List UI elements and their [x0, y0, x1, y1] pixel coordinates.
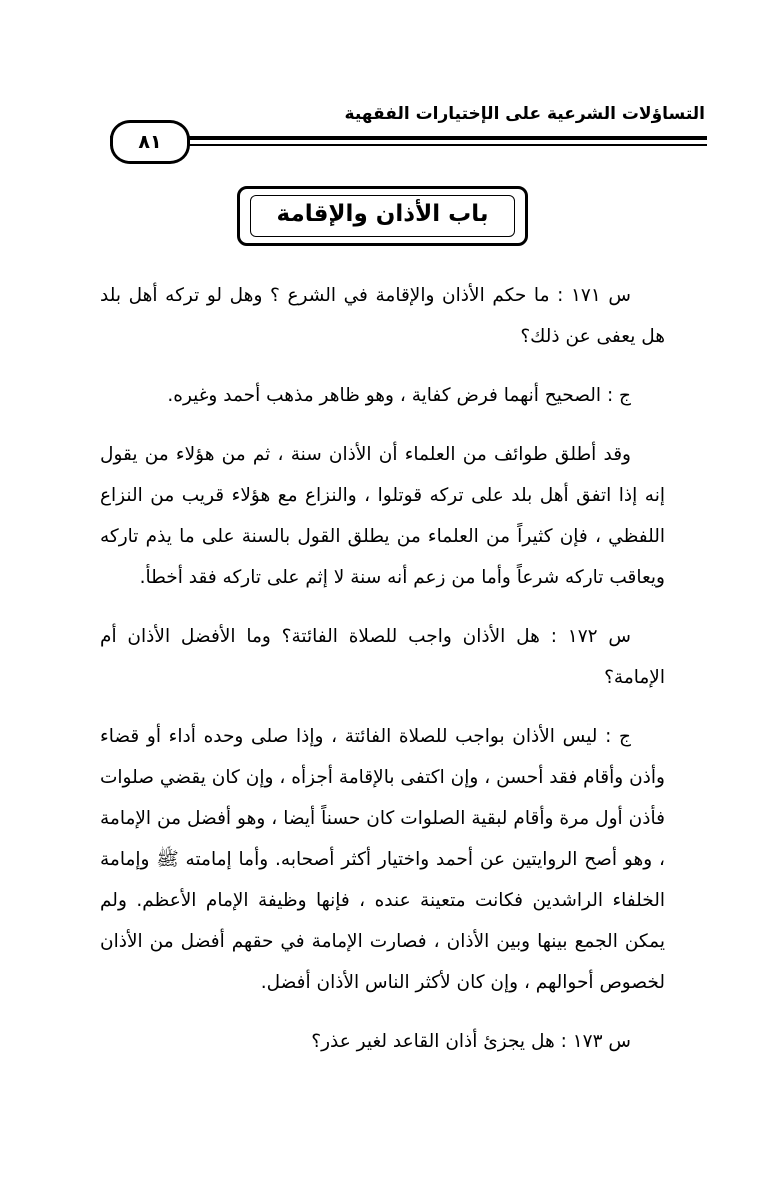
- chapter-title-container: [0, 186, 765, 246]
- running-head-title: التساؤلات الشرعية على الإختيارات الفقهية: [344, 104, 705, 124]
- chapter-title-inner-frame: [250, 195, 516, 237]
- paragraph-answer-171: ج : الصحيح أنهما فرض كفاية ، وهو ظاهر مذهب أحمد وغيره.: [167, 385, 631, 406]
- body-text-column: [100, 275, 665, 1062]
- page-number: ٨١: [138, 130, 162, 153]
- page-number-badge: [110, 120, 190, 164]
- paragraph-answer-172: ج : ليس الأذان بواجب للصلاة الفائتة ، وإذا صلى وحده أداء أو قضاء وأذن وأقام فقد أحسن ، وإن اكتفى بالإقامة أجزأه ، وإن كان يقضي صلوات فأذن أول مرة وأقام لبقية الصلوات كان حسناً أيضا ، وهو أفضل من الإمامة ، وهو أصح الروايتين عن أحمد واختيار أكثر أصحابه. وأما إمامته ﷺ وإمامة الخلفاء الراشدين فكانت متعينة عنده ، فإنها وظيفة الإمام الأعظم. ولم يمكن الجمع بينها وبين الأذان ، فصارت الإمامة في حقهم أفضل من الأذان لخصوص أحوالهم ، وإن كان لأكثر الناس الأذان أفضل.: [100, 726, 665, 993]
- paragraph-question-172: س ١٧٢ : هل الأذان واجب للصلاة الفائتة؟ وما الأفضل الأذان أم الإمامة؟: [100, 626, 665, 688]
- paragraph-question-173: س ١٧٣ : هل يجزئ أذان القاعد لغير عذر؟: [311, 1031, 631, 1052]
- header-divider-rule: [110, 136, 707, 146]
- chapter-title: باب الأذان والإقامة: [276, 201, 489, 227]
- paragraph-answer-171-continued: وقد أطلق طوائف من العلماء أن الأذان سنة ، ثم من هؤلاء من يقول إنه إذا اتفق أهل بلد على تركه قوتلوا ، والنزاع مع هؤلاء قريب من النزاع اللفظي ، فإن كثيراً من العلماء من يطلق القول بالسنة على ما يذم تاركه ويعاقب تاركه شرعاً وأما من زعم أنه سنة لا إثم على تاركه فقد أخطأ.: [100, 444, 665, 588]
- paragraph-question-171: س ١٧١ : ما حكم الأذان والإقامة في الشرع ؟ وهل لو تركه أهل بلد هل يعفى عن ذلك؟: [100, 285, 665, 347]
- page-header: [0, 104, 765, 164]
- chapter-title-outer-frame: [237, 186, 529, 246]
